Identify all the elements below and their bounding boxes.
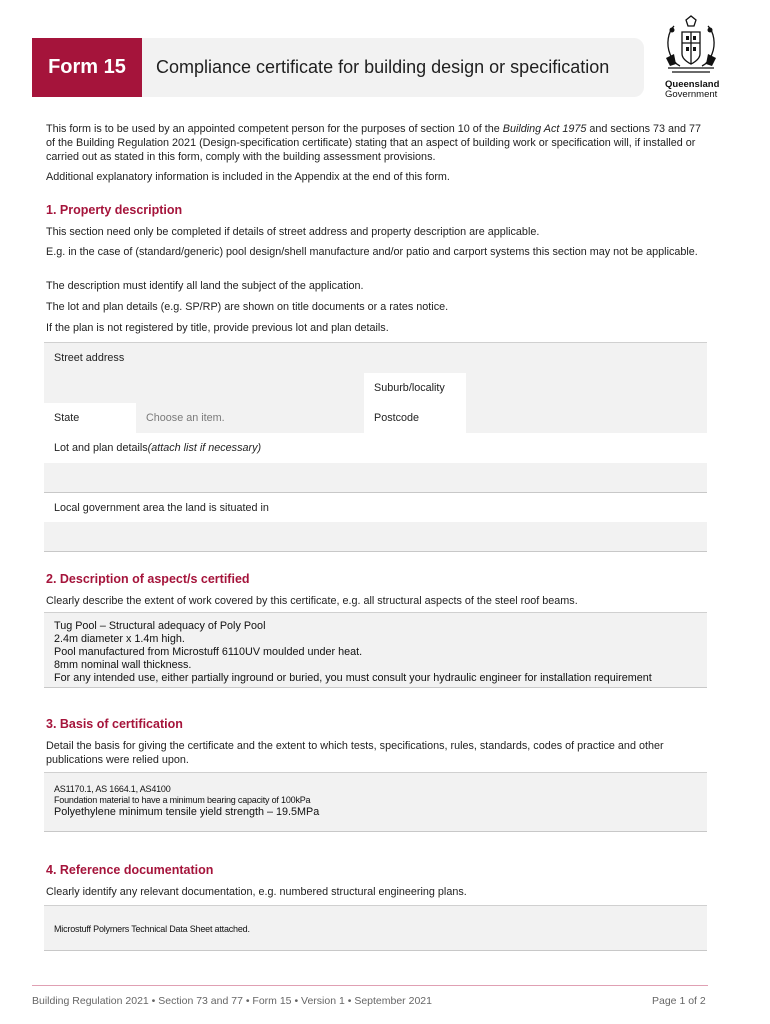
queensland-crest-logo — [660, 14, 722, 80]
suburb-label: Suburb/locality — [364, 373, 466, 403]
section-1-p3: The description must identify all land the subject of the application. — [46, 280, 364, 292]
aspect-line: Pool manufactured from Microstuff 6110UV moulded under heat. — [54, 646, 363, 658]
street-address-label: Street address — [54, 352, 125, 364]
aspect-line: 2.4m diameter x 1.4m high. — [54, 633, 185, 645]
section-4-heading: 4. Reference documentation — [46, 863, 214, 877]
street-address-row — [44, 342, 707, 374]
lot-plan-input[interactable] — [44, 463, 707, 493]
section-1-p1: This section need only be completed if details of street address and property description are applicable. — [46, 226, 540, 238]
lot-plan-note: (attach list if necessary) — [147, 442, 262, 454]
basis-of-certification-field[interactable] — [44, 772, 707, 832]
section-1-p5: If the plan is not registered by title, provide previous lot and plan details. — [46, 322, 389, 334]
postcode-input[interactable] — [466, 403, 707, 433]
state-select[interactable]: Choose an item. — [136, 403, 364, 433]
basis-line-standards: AS1170.1, AS 1664.1, AS4100 — [54, 784, 171, 794]
section-3-heading: 3. Basis of certification — [46, 717, 183, 731]
gov-name-line1: Queensland — [665, 79, 720, 90]
page-number: Page 1 of 2 — [652, 995, 706, 1007]
street-address-input[interactable] — [136, 343, 707, 373]
lga-label: Local government area the land is situated in — [44, 493, 707, 522]
form-title: Compliance certificate for building design or specification — [156, 57, 610, 77]
street-address-input-line2[interactable] — [44, 373, 364, 403]
lga-label-row — [44, 493, 707, 523]
aspect-line: 8mm nominal wall thickness. — [54, 659, 192, 671]
intro-paragraph: This form is to be used by an appointed competent person for the purposes of section 10 of the Building Act 1975 and sections 73 and 77 of the Building Regulation 2021 (Design-specification certificate) stating that an aspect of building work or specification will, if installed or carried out as stated in this form, comply with the building assessment provisions. — [46, 123, 702, 163]
government-name — [665, 80, 735, 100]
postcode-label: Postcode — [364, 403, 466, 433]
suburb-input[interactable] — [466, 373, 707, 403]
form-title-bar — [142, 38, 644, 97]
gov-name-line2: Government — [665, 89, 718, 100]
section-1-p2: E.g. in the case of (standard/generic) pool design/shell manufacture and/or patio and carport systems this section may not be applicable. — [46, 246, 698, 258]
section-1-heading: 1. Property description — [46, 203, 183, 217]
lga-input[interactable] — [44, 522, 707, 552]
lot-plan-label: Lot and plan details (attach list if necessary) — [44, 433, 707, 463]
aspect-line: For any intended use, either partially inground or buried, you must consult your hydraulic engineer for installation requirement — [54, 672, 652, 684]
state-row — [44, 403, 707, 434]
form-number: Form 15 — [48, 56, 126, 78]
suburb-row — [44, 373, 707, 404]
section-2-heading: 2. Description of aspect/s certified — [46, 572, 250, 586]
section-4-instruction: Clearly identify any relevant documentation, e.g. numbered structural engineering plans. — [46, 886, 467, 898]
section-3-instruction: Detail the basis for giving the certificate and the extent to which tests, specifications, rules, standards, codes of practice and other publications were relied upon. — [46, 740, 664, 766]
appendix-note: Additional explanatory information is included in the Appendix at the end of this form. — [46, 171, 450, 183]
reference-line: Microstuff Polymers Technical Data Sheet attached. — [54, 924, 250, 934]
state-label: State — [44, 403, 136, 433]
lot-plan-label-row — [44, 433, 707, 464]
aspect-line: Tug Pool – Structural adequacy of Poly Pool — [54, 620, 266, 632]
basis-line-polyethylene: Polyethylene minimum tensile yield strength – 19.5MPa — [54, 806, 320, 818]
section-1-p4: The lot and plan details (e.g. SP/RP) are shown on title documents or a rates notice. — [46, 301, 449, 313]
footer-reference: Building Regulation 2021 • Section 73 and 77 • Form 15 • Version 1 • September 2021 — [32, 995, 432, 1007]
form-number-badge — [32, 38, 142, 97]
aspect-description-field[interactable] — [44, 612, 707, 688]
footer-divider — [32, 985, 708, 986]
reference-documentation-field[interactable] — [44, 905, 707, 951]
basis-line-foundation: Foundation material to have a minimum bearing capacity of 100kPa — [54, 795, 311, 805]
section-2-instruction: Clearly describe the extent of work covered by this certificate, e.g. all structural aspects of the steel roof beams. — [46, 595, 578, 607]
